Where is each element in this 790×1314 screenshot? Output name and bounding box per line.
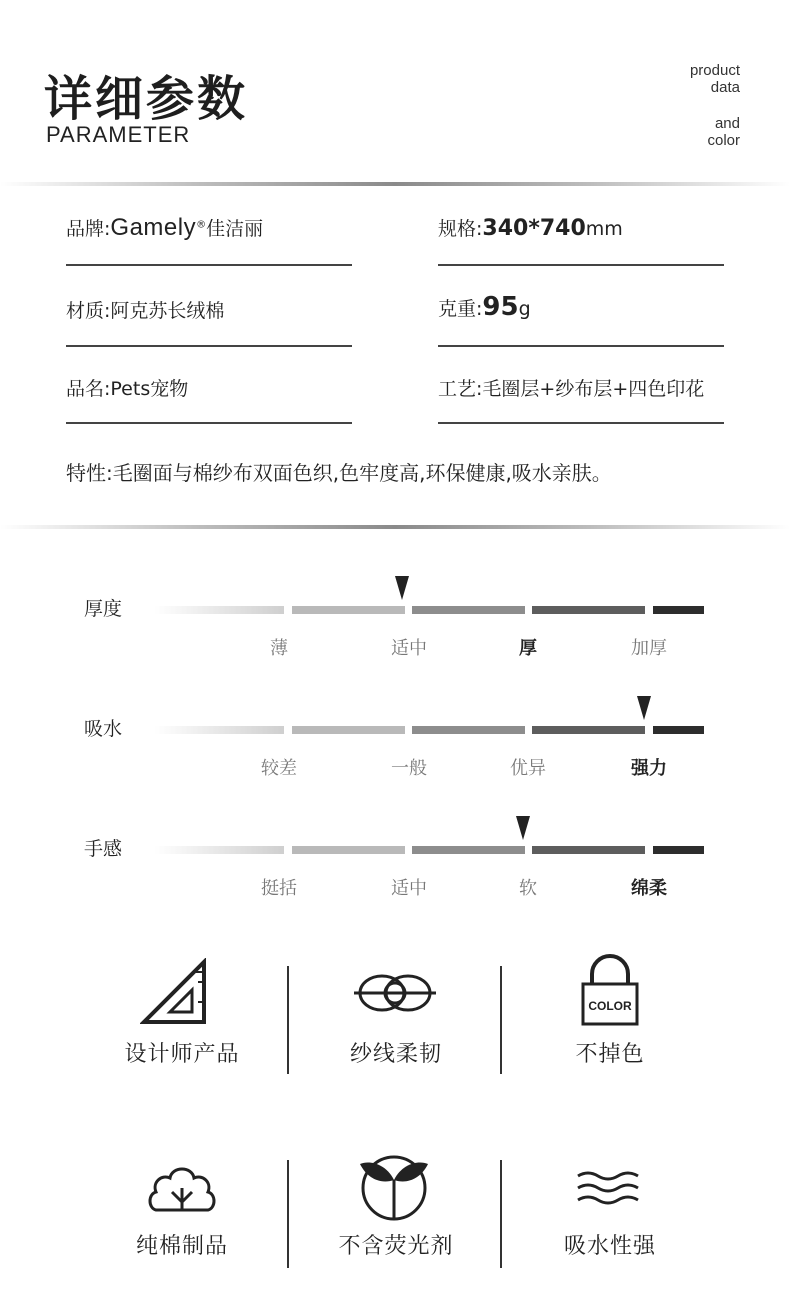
ruler-triangle-icon [140,958,210,1026]
scale-segment [154,606,284,614]
scale-segment [412,606,525,614]
scale-tick-label: 薄 [270,638,288,659]
scale-segment [292,606,405,614]
page-subtitle: PARAMETER [46,122,191,147]
scale-tick-label: 挺括 [261,878,297,899]
param-underline [66,264,352,266]
scale-tick-label: 适中 [391,878,427,899]
scale-marker [516,816,530,840]
scale-tick-label: 优异 [510,758,546,779]
scale-segment [653,726,704,734]
param-material: 材质:阿克苏长绒棉 [66,300,225,322]
cotton-icon [146,1158,218,1218]
color-lock-icon [580,954,640,1028]
scale-tick-label: 适中 [391,638,427,659]
scale-tick-label: 加厚 [631,638,667,659]
scale-segment [532,606,645,614]
english-note-bottom [707,115,740,149]
section-divider [0,182,790,186]
scale-label: 厚度 [84,598,123,620]
english-note-top [690,62,740,96]
section-divider [0,525,790,529]
param-name: 品名:Pets宠物 [66,378,189,400]
scale-segment [412,726,525,734]
scale-tick-label: 软 [519,878,537,899]
icon-divider [287,1160,289,1268]
icon-label: 不含荧光剂 [338,1234,454,1259]
icon-label: 不掉色 [575,1042,645,1067]
scale-segment [154,846,284,854]
scale-marker [395,576,409,600]
scale-marker [637,696,651,720]
scale-segment [412,846,525,854]
water-waves-icon [574,1168,644,1208]
note-line: and [714,115,740,132]
scale-label: 手感 [84,838,123,860]
param-underline [438,345,724,347]
note-line: color [707,132,740,149]
param-underline [66,422,352,424]
scale-segment [532,846,645,854]
knot-icon [350,968,440,1018]
sprout-icon [356,1150,432,1222]
param-craft: 工艺:毛圈层+纱布层+四色印花 [438,378,705,400]
icon-divider [500,966,502,1074]
page-title: 详细参数 [44,71,249,127]
icon-label: 吸水性强 [563,1234,656,1259]
scale-tick-label: 较差 [261,758,297,779]
brand-logo: Gamely [110,214,197,241]
param-underline [438,264,724,266]
color-badge-text: COLOR [588,999,632,1013]
icon-divider [500,1160,502,1268]
param-size [438,214,623,241]
icon-label: 设计师产品 [124,1042,240,1067]
weight-unit: g [518,298,531,320]
registered-mark: ® [196,219,207,231]
param-brand [66,214,263,242]
note-line: data [710,79,740,96]
scale-tick-label: 绵柔 [631,878,667,899]
scale-segment [154,726,284,734]
weight-value: 95 [482,292,519,322]
scale-segment [532,726,645,734]
scale-label: 吸水 [84,718,123,740]
scale-tick-label: 厚 [519,638,537,659]
icon-label: 纯棉制品 [135,1234,228,1259]
param-underline [438,422,724,424]
icon-divider [287,966,289,1074]
icon-label: 纱线柔韧 [349,1042,442,1067]
brand-cn: 佳洁丽 [206,218,264,240]
scale-tick-label: 一般 [391,758,427,779]
scale-segment [653,606,704,614]
note-line: product [689,62,740,79]
brand-label: 品牌: [66,218,111,240]
scale-segment [292,726,405,734]
size-label: 规格: [438,218,483,240]
size-unit: mm [585,218,623,240]
param-underline [66,345,352,347]
weight-label: 克重: [438,298,483,320]
scale-segment [292,846,405,854]
scale-tick-label: 强力 [631,758,667,779]
param-weight [438,292,531,322]
param-feature: 特性:毛圈面与棉纱布双面色织,色牢度高,环保健康,吸水亲肤。 [66,461,612,485]
scale-segment [653,846,704,854]
size-value: 340*740 [482,216,586,241]
